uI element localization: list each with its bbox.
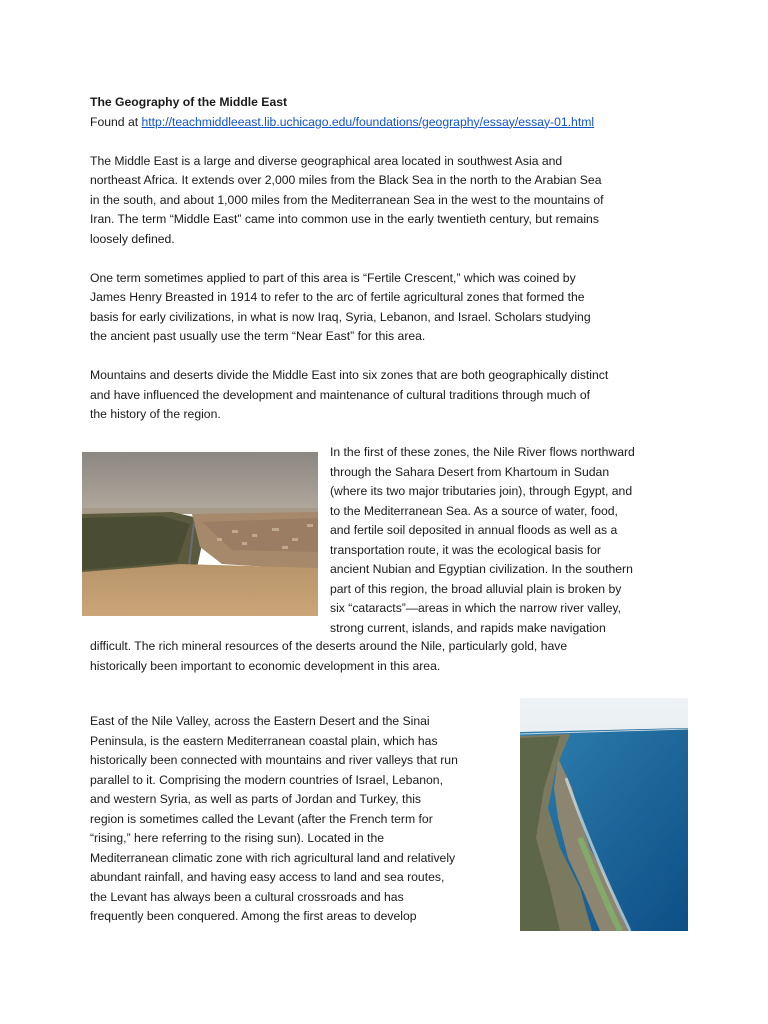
text-line: ancient Nubian and Egyptian civilization. In the southern (330, 562, 633, 576)
text-line: The Middle East is a large and diverse geographical area located in southwest Asia and (90, 153, 563, 168)
text-line: transportation route, it was the ecological basis for (330, 542, 601, 557)
paragraph-intro (90, 152, 690, 250)
text-line: difficult. The rich mineral resources of the deserts around the Nile, particularly gold, have (90, 639, 568, 653)
text-line: East of the Nile Valley, across the Eastern Desert and the Sinai (90, 714, 430, 728)
source-prefix: Found at (90, 114, 142, 129)
text-line: (where its two major tributaries join), through Egypt, and (330, 484, 633, 498)
text-line: strong current, islands, and rapids make navigation (330, 620, 606, 635)
levant-coast-photo (520, 698, 688, 931)
text-line: historically been important to economic development in this area. (90, 658, 441, 673)
text-line: loosely defined. (90, 231, 175, 246)
document-title: The Geography of the Middle East (90, 95, 288, 109)
text-line: Peninsula, is the eastern Mediterranean coastal plain, which has (90, 733, 438, 748)
text-line: Mediterranean climatic zone with rich agricultural land and relatively (90, 850, 456, 865)
text-line: and western Syria, as well as parts of Jordan and Turkey, this (90, 792, 422, 806)
text-line: frequently been conquered. Among the first areas to develop (90, 909, 417, 923)
text-line: to the Mediterranean Sea. As a source of water, food, (330, 503, 618, 518)
source-link[interactable]: http://teachmiddleeast.lib.uchicago.edu/foundations/geography/essay/essay-01.html (141, 114, 595, 129)
text-line: abundant rainfall, and having easy access to land and sea routes, (90, 870, 445, 884)
paragraph-nile-continued (90, 637, 690, 676)
text-line: region is sometimes called the Levant (after the French term for (90, 811, 433, 826)
text-line: the ancient past usually use the term “Near East” for this area. (90, 329, 426, 343)
text-line: six “cataracts”—areas in which the narrow river valley, (330, 601, 622, 615)
text-line: One term sometimes applied to part of this area is “Fertile Crescent,” which was coined by (90, 270, 576, 285)
text-line: In the first of these zones, the Nile River flows northward (330, 445, 635, 459)
text-line: and have influenced the development and maintenance of cultural traditions through much of (90, 387, 591, 402)
text-line: Mountains and deserts divide the Middle East into six zones that are both geographically distinct (90, 368, 609, 382)
paragraph-fertile-crescent (90, 269, 690, 347)
text-line: James Henry Breasted in 1914 to refer to the arc of fertile agricultural zones that formed the (90, 290, 585, 304)
document-header (90, 93, 690, 425)
text-line: parallel to it. Comprising the modern countries of Israel, Lebanon, (90, 772, 443, 787)
text-line: the Levant has always been a cultural crossroads and has (90, 889, 404, 904)
text-line: and fertile soil deposited in annual floods as well as a (330, 523, 618, 537)
text-line: part of this region, the broad alluvial plain is broken by (330, 581, 622, 596)
text-line: northeast Africa. It extends over 2,000 miles from the Black Sea in the north to the Arabian Sea (90, 173, 602, 187)
paragraph-levant (90, 712, 510, 927)
nile-aerial-photo (82, 452, 318, 616)
paragraph-six-zones (90, 366, 690, 425)
text-line: the history of the region. (90, 407, 221, 421)
text-line: in the south, and about 1,000 miles from the Mediterranean Sea in the west to the mountains of (90, 192, 604, 207)
text-line: basis for early civilizations, in what is now Iraq, Syria, Lebanon, and Israel. Scholars studying (90, 309, 591, 324)
source-line (90, 113, 690, 133)
paragraph-nile-zone (330, 443, 690, 638)
text-line: Iran. The term “Middle East” came into common use in the early twentieth century, but remains (90, 212, 599, 226)
text-line: “rising,” here referring to the rising sun). Located in the (90, 831, 384, 845)
text-line: through the Sahara Desert from Khartoum in Sudan (330, 464, 610, 479)
text-line: historically been connected with mountains and river valleys that run (90, 753, 458, 767)
